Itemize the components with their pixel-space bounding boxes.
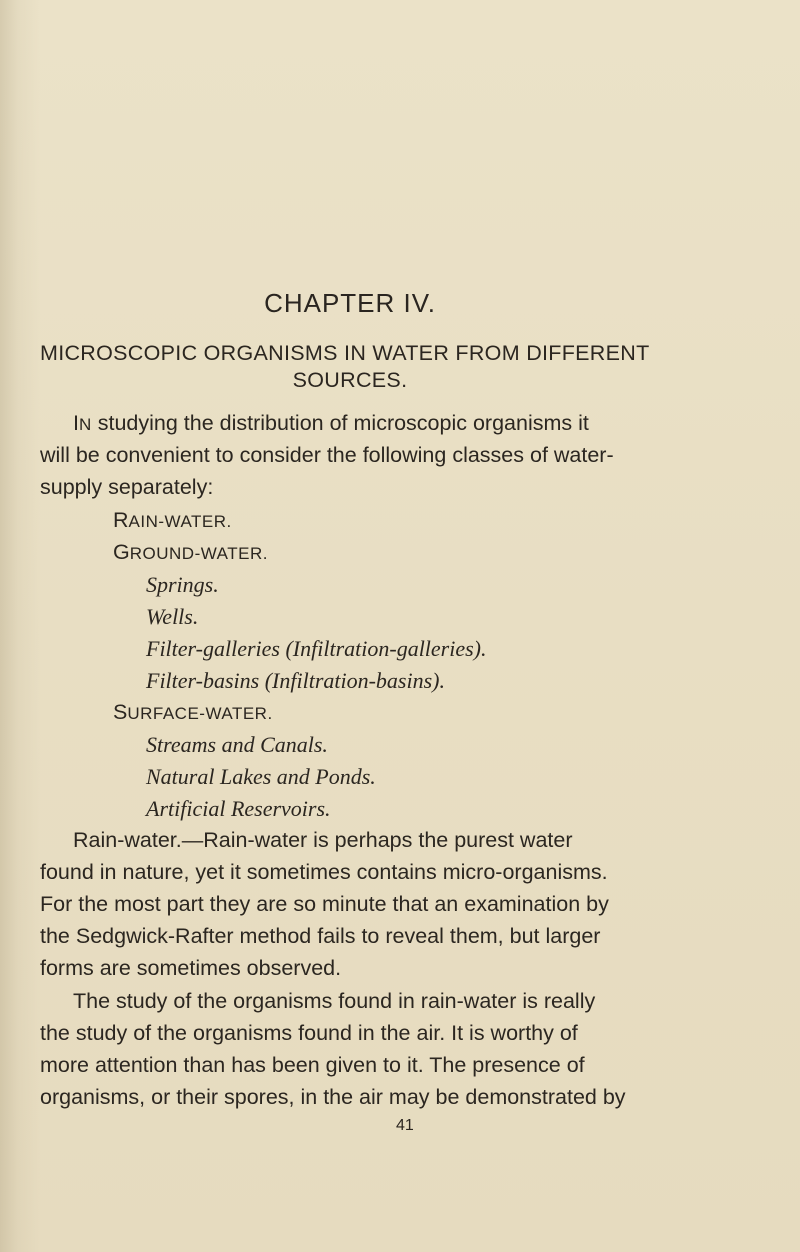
rain-line-5: forms are sometimes observed. [40,956,342,980]
intro-line-3: supply separately: [40,475,214,499]
rain-line-2: found in nature, yet it sometimes contains micro-organisms. [40,860,608,884]
chapter-heading: CHAPTER IV. [264,288,436,318]
chapter-title-line-2: SOURCES. [292,368,408,392]
chapter-title-line-1: MICROSCOPIC ORGANISMS IN WATER FROM DIFFERENT [40,341,650,365]
page-number: 41 [396,1117,414,1134]
rain-line-4: the Sedgwick-Rafter method fails to reveal them, but larger [40,924,601,948]
drop-initial: I [73,411,79,435]
rain-water-heading: Rain-water. [73,828,182,852]
intro-line-1 [73,411,589,436]
ground-item-springs: Springs. [146,572,219,597]
air-line-1: The study of the organisms found in rain-water is really [73,989,596,1013]
class-rain-water: RAIN-WATER. [113,508,232,532]
surface-item-streams: Streams and Canals. [146,732,328,757]
rain-line-1 [73,828,573,853]
intro-line-1-text: studying the distribution of microscopic organisms it [91,411,589,435]
drop-initial-rest: N [78,415,92,434]
intro-line-2: will be convenient to consider the following classes of water- [40,443,614,467]
surface-item-reservoirs: Artificial Reservoirs. [146,796,331,821]
rain-line-3: For the most part they are so minute that an examination by [40,892,609,916]
air-line-3: more attention than has been given to it. The presence of [40,1053,585,1077]
ground-item-wells: Wells. [146,604,199,629]
class-ground-water: GROUND-WATER. [113,540,268,564]
air-line-4: organisms, or their spores, in the air may be demonstrated by [40,1085,626,1109]
ground-item-filter-galleries: Filter-galleries (Infiltration-galleries). [146,636,487,661]
ground-item-filter-basins: Filter-basins (Infiltration-basins). [146,668,445,693]
surface-item-lakes: Natural Lakes and Ponds. [146,764,376,789]
class-surface-water: SURFACE-WATER. [113,700,273,724]
rain-line-1-text: —Rain-water is perhaps the purest water [181,828,573,852]
air-line-2: the study of the organisms found in the air. It is worthy of [40,1021,578,1045]
